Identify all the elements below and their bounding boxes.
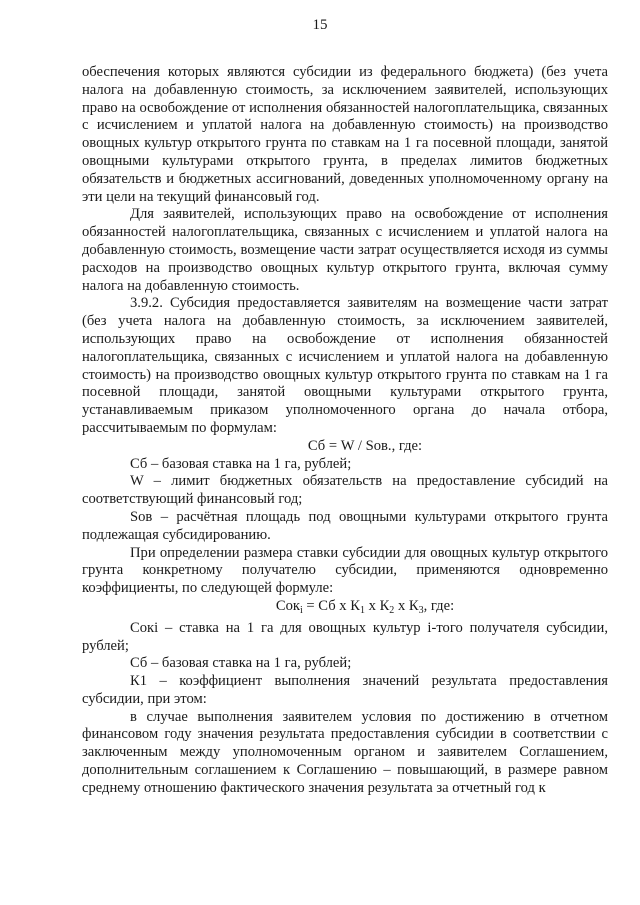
paragraph-3-9-2: 3.9.2. Субсидия предоставляется заявителям на возмещение части затрат (без учета налога на добавленную стоимость, за исключением заявителей, использующих право на освобождение от исполнения обязанностей налогоплательщика, связанных с исчислением и уплатой налога на добавленную стоимость) на производство овощных культур открытого грунта по ставкам на 1 га посевной площади, занятой овощными культурами открытого грунта, устанавливаемым приказом уполномоченного органа до начала отбора, рассчитываемым по формулам: [82,295,608,436]
formula2-k1-sub: 1 [359,604,365,616]
formula2-k3-sub: 3 [418,604,424,616]
formula-recipient-rate [82,598,608,620]
formula2-eq: = Сб х К [302,597,360,614]
definition-sov: Sов – расчётная площадь под овощными культурами открытого грунта подлежащая субсидированию. [82,508,608,543]
document-body [82,64,608,798]
definition-sb: Сб – базовая ставка на 1 га, рублей; [130,455,352,472]
formula-base-rate: Сб = W / Sов., где: [307,437,423,454]
paragraph-coefficients: При определении размера ставки субсидии для овощных культур открытого грунта конкретному получателю субсидии, применяются одновременно коэффициенты, по следующей формуле: [82,544,608,597]
formula2-tail: , где: [423,597,455,614]
formula2-lhs: Сок [275,597,300,614]
page-number: 15 [312,17,328,33]
definition-w: W – лимит бюджетных обязательств на предоставление субсидий на соответствующий финансовый год; [82,473,608,508]
formula2-lhs-sub: i [299,604,303,616]
formula2-x3: х К [394,597,419,614]
paragraph-k1-increase: в случае выполнения заявителем условия по достижению в отчетном финансовом году значения результата предоставления субсидии в соответствии с заключенным между уполномоченным органом и заявителем Соглашением, дополнительным соглашением к Соглашению – повышающий, в размере равном среднему отношению фактического значения результата за отчетный год к [82,708,608,796]
formula2-k2-sub: 2 [389,604,395,616]
definition-k1: К1 – коэффициент выполнения значений результата предоставления субсидии, при этом: [82,673,608,707]
formula2-x2: х К [364,597,390,614]
paragraph-continuation: обеспечения которых являются субсидии из федерального бюджета) (без учета налога на добавленную стоимость, за исключением заявителей, использующих право на освобождение от исполнения обязанностей налогоплательщика, связанных с исчислением и уплатой налога на добавленную стоимость) на производство овощных культур открытого грунта по ставкам на 1 га посевной площади, занятой овощными культурами открытого грунта, в пределах лимитов бюджетных обязательств и бюджетных ассигнований, доведенных уполномоченному органу на эти цели на текущий финансовый год. [82,64,608,205]
definition-sb-2: Сб – базовая ставка на 1 га, рублей; [130,655,352,672]
definition-soki: Сокі – ставка на 1 га для овощных культур і-того получателя субсидии, рублей; [82,619,608,654]
paragraph-vat-exempt: Для заявителей, использующих право на освобождение от исполнения обязанностей налогоплательщика, связанных с исчислением и уплатой налога на добавленную стоимость, возмещение части затрат осуществляется исходя из суммы расходов на производство овощных культур открытого грунта, включая сумму налога на добавленную стоимость. [82,206,608,294]
